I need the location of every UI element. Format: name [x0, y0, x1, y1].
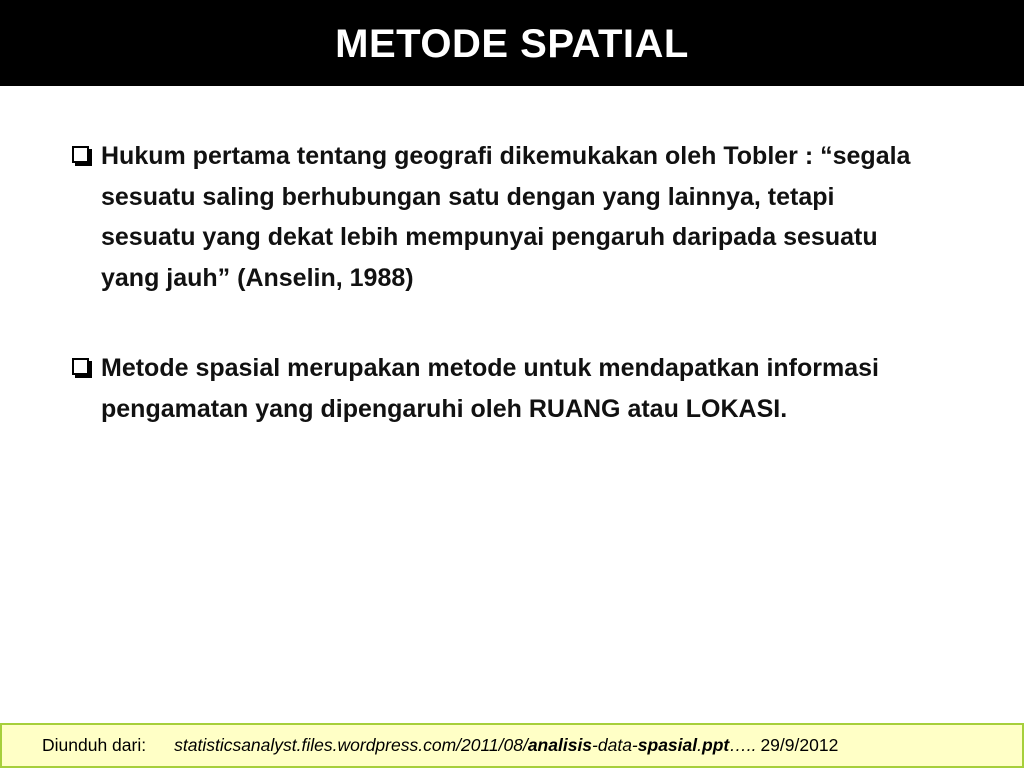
checkbox-bullet-icon	[72, 146, 89, 163]
slide-content	[72, 136, 932, 479]
bullet-item	[72, 348, 932, 429]
footer-label: Diunduh dari:	[42, 735, 147, 755]
source-mid: -data-	[592, 735, 638, 755]
slide-title: METODE SPATIAL	[335, 21, 689, 66]
bullet-text: Metode spasial merupakan metode untuk mendapatkan informasi pengamatan yang dipengaruhi oleh RUANG atau LOKASI.	[101, 354, 879, 423]
checkbox-bullet-icon	[72, 358, 89, 375]
source-suffix: …..	[729, 735, 757, 755]
source-dot: .	[697, 735, 702, 755]
bullet-text: Hukum pertama tentang geografi dikemukakan oleh Tobler : “segala sesuatu saling berhubungan satu dengan yang lainnya, tetapi sesuatu yang dekat lebih mempunyai pengaruh daripada sesuatu yang jauh” (Anselin, 1988)	[101, 142, 911, 292]
source-bold-spasial: spasial	[637, 735, 698, 755]
footer-source	[174, 735, 756, 756]
source-bold-analisis: analisis	[527, 735, 593, 755]
source-footer	[0, 723, 1024, 768]
bullet-item	[72, 136, 932, 298]
footer-date: 29/9/2012	[760, 735, 839, 755]
title-bar	[0, 0, 1024, 86]
source-bold-ppt: ppt	[702, 735, 730, 755]
source-prefix: statisticsanalyst.files.wordpress.com/2011/08/	[174, 735, 528, 755]
